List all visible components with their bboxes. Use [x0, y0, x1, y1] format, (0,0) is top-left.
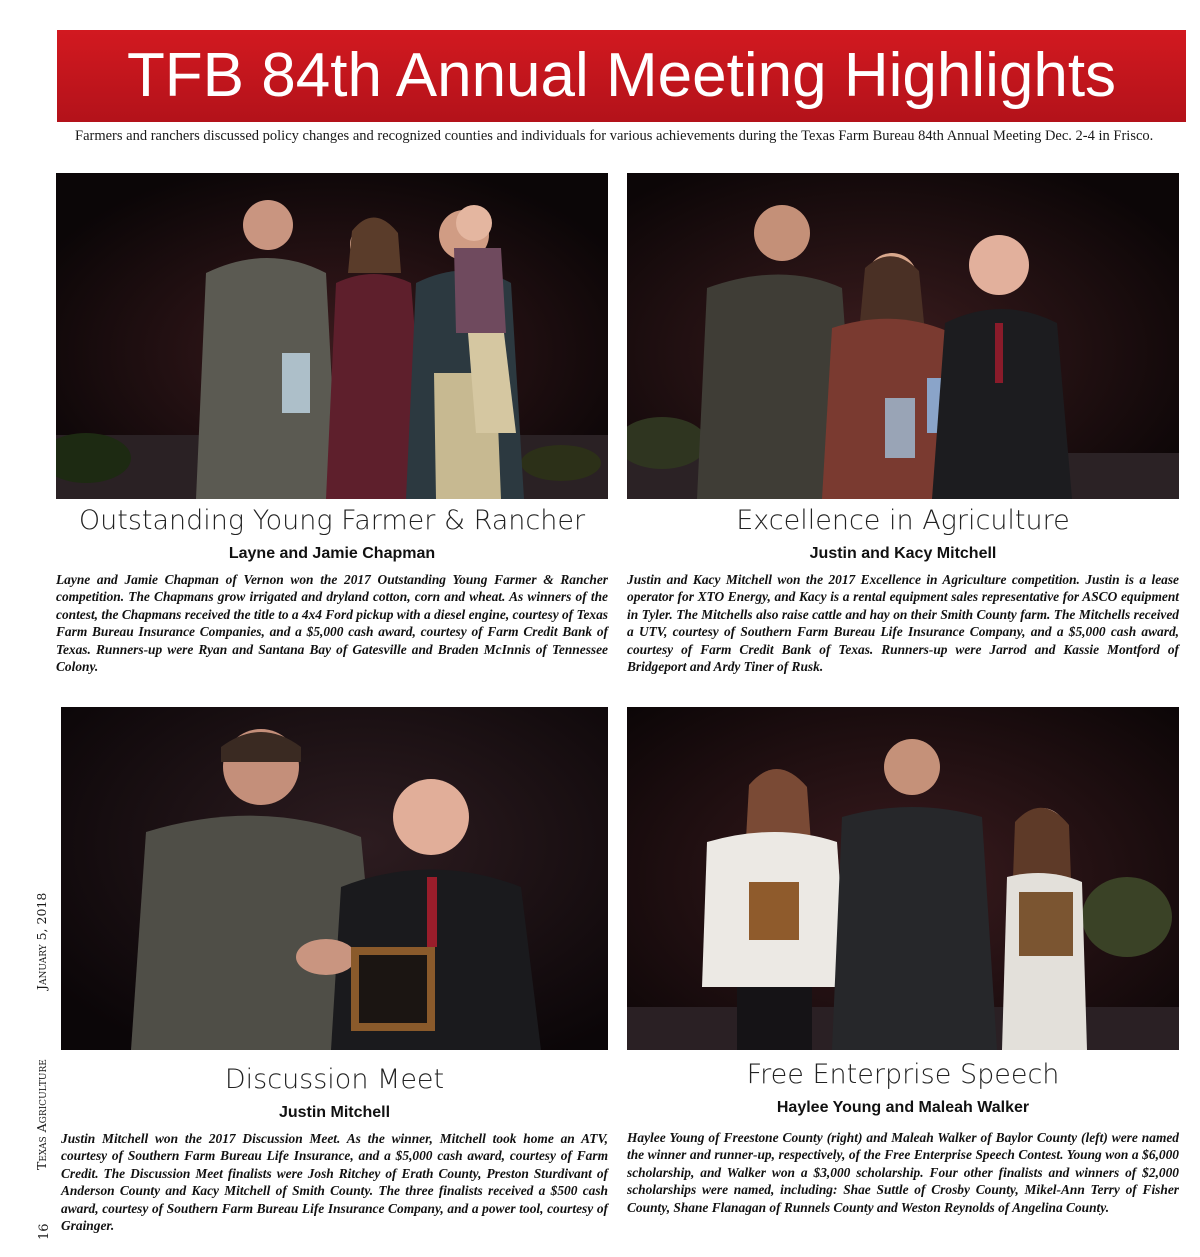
- page-title: TFB 84th Annual Meeting Highlights: [126, 41, 1117, 110]
- section-heading: Discussion Meet: [224, 1064, 445, 1095]
- issue-date: January 5, 2018: [34, 892, 49, 990]
- photo-free-enterprise-speech: [627, 707, 1179, 1050]
- section-subheading: Haylee Young and Maleah Walker: [776, 1099, 1030, 1116]
- photo-discussion-meet: [61, 707, 608, 1050]
- section-body: Justin Mitchell won the 2017 Discussion Meet. As the winner, Mitchell took home an ATV, courtesy of Southern Farm Bureau Life Insurance, and a $5,000 cash award, courtesy of Farm Credit. The Discussion Meet finalists were Josh Ritchey of Erath County, Preston Sturdivant of Anderson County and Kacy Mitchell of Smith County. The three finalists received a $500 cash award, courtesy of Southern Farm Bureau Life Insurance Company, and a power tool, courtesy of Grainger.: [61, 1131, 608, 1234]
- title-banner: [57, 30, 1186, 122]
- section-subheading: Layne and Jamie Chapman: [228, 545, 436, 562]
- photo-young-farmer-rancher: [56, 173, 608, 499]
- section-subheading: Justin and Kacy Mitchell: [809, 545, 997, 562]
- section-body: Layne and Jamie Chapman of Vernon won the 2017 Outstanding Young Farmer & Rancher competition. The Chapmans grow irrigated and dryland cotton, corn and wheat. As winners of the contest, the Chapmans received the title to a 4x4 Ford pickup with a diesel engine, courtesy of Texas Farm Bureau Insurance Companies, and a $5,000 cash award, courtesy of Farm Credit Bank of Texas. Runners-up were Ryan and Santana Bay of Gatesville and Braden McInnis of Tennessee Colony.: [56, 572, 608, 675]
- publication-name: Texas Agriculture: [34, 1059, 49, 1170]
- section-heading: Free Enterprise Speech: [746, 1059, 1060, 1090]
- page-number: 16: [37, 1223, 52, 1240]
- photo-excellence-agriculture: [627, 173, 1179, 499]
- section-heading: Outstanding Young Farmer & Rancher: [78, 505, 586, 536]
- section-body: Haylee Young of Freestone County (right) and Maleah Walker of Baylor County (left) were named the winner and runner-up, respectively, of the Free Enterprise Speech Contest. Young won a $6,000 scholarship, and Walker won a $3,000 scholarship. Four other finalists and winners of $2,000 scholarships were named, including: Shae Suttle of Crosby County, Mikel-Ann Terry of Fisher County, Shane Flanagan of Runnels County and Weston Reynolds of Angelina County.: [627, 1130, 1179, 1215]
- intro-paragraph: Farmers and ranchers discussed policy changes and recognized counties and individuals for various achievements during the Texas Farm Bureau 84th Annual Meeting Dec. 2-4 in Frisco.: [75, 128, 1154, 144]
- section-heading: Excellence in Agriculture: [736, 505, 1070, 536]
- section-body: Justin and Kacy Mitchell won the 2017 Excellence in Agriculture competition. Justin is a lease operator for XTO Energy, and Kacy is a rental equipment sales representative for ASCO equipment in Tyler. The Mitchells also raise cattle and hay on their Smith County farm. The Mitchells received a UTV, courtesy of Southern Farm Bureau Life Insurance Company, and a $5,000 cash award, courtesy of Farm Credit Bank of Texas. Runners-up were Jarrod and Kassie Montford of Bridgeport and Ardy Tiner of Rusk.: [627, 572, 1179, 675]
- section-subheading: Justin Mitchell: [278, 1104, 391, 1121]
